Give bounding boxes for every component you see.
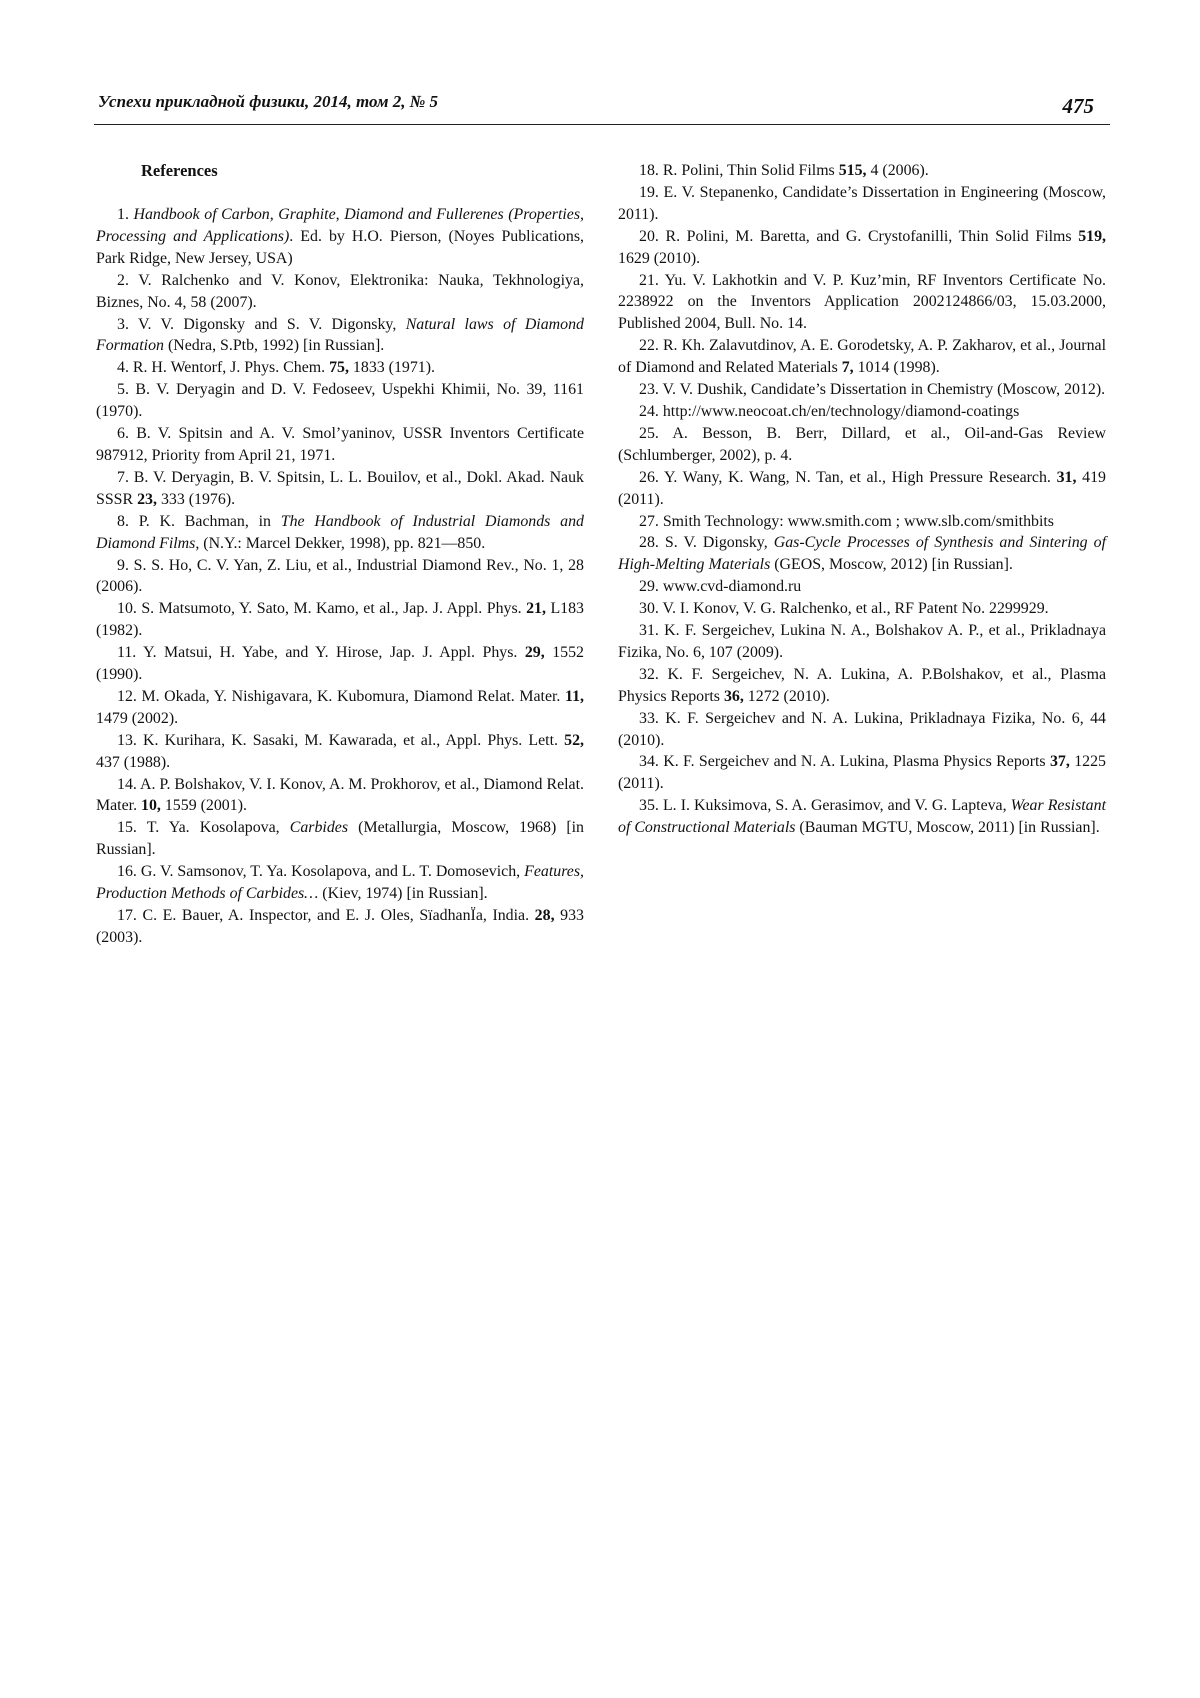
reference-text: Wear Resistant of Constructional Materials: [618, 797, 1106, 837]
reference-text: 27. Smith Technology: www.smith.com ; www.slb.com/smithbits: [639, 512, 1054, 530]
reference-text: 933 (2003).: [96, 907, 584, 946]
reference-text: 22. R. Kh. Zalavutdinov, A. E. Gorodetsky, A. P. Zakharov, et al., Journal of Diamond and Related Materials: [618, 337, 1106, 377]
reference-text: 333 (1976).: [156, 490, 236, 508]
reference-text: 1552 (1990).: [96, 644, 584, 684]
reference-text: 8. P. K. Bachman, in: [117, 512, 281, 530]
reference-text: (GEOS, Moscow, 2012) [in Russian].: [770, 556, 1013, 574]
page-number: 475: [1062, 94, 1094, 118]
reference-text: (Metallurgia, Moscow, 1968) [in Russian].: [96, 819, 584, 859]
reference-text: Gas-Cycle Processes of Synthesis and Sintering of High-Melting Materials: [618, 534, 1106, 574]
left-column: [96, 160, 584, 949]
reference-text: 21. Yu. V. Lakhotkin and V. P. Kuz’min, RF Inventors Certificate No. 2238922 on the Inventors Application 2002124866/03, 15.03.2000, Published 2004, Bull. No. 14.: [618, 271, 1106, 333]
reference-item: [618, 270, 1106, 336]
reference-text: 419 (2011).: [618, 468, 1107, 508]
reference-item: [96, 511, 584, 555]
reference-item: [618, 511, 1106, 533]
reference-text: Features, Production Methods of Carbides…: [96, 863, 584, 903]
reference-text: 18. R. Polini, Thin Solid Films: [639, 162, 839, 179]
reference-item: [618, 226, 1106, 270]
reference-text: 1225 (2011).: [618, 753, 1106, 793]
reference-item: [96, 357, 584, 379]
reference-text: 23,: [137, 490, 157, 508]
reference-item: [96, 204, 584, 270]
reference-text: 9. S. S. Ho, C. V. Yan, Z. Liu, et al., Industrial Diamond Rev., No. 1, 28 (2006).: [96, 556, 584, 596]
reference-text: 25. A. Besson, B. Berr, Dillard, et al., Oil-and-Gas Review (Schlumberger, 2002), p. 4.: [618, 424, 1106, 464]
reference-text: 437 (1988).: [96, 753, 171, 771]
reference-text: 3. V. V. Digonsky and S. V. Digonsky,: [117, 315, 406, 333]
reference-text: 7. B. V. Deryagin, B. V. Spitsin, L. L. Bouilov, et al., Dokl. Akad. Nauk SSSR: [96, 468, 584, 508]
reference-text: 37,: [1049, 753, 1070, 771]
reference-text: 10,: [141, 797, 161, 815]
reference-item: [96, 423, 584, 467]
reference-item: [618, 620, 1106, 664]
reference-text: 6. B. V. Spitsin and A. V. Smol’yaninov, USSR Inventors Certificate 987912, Priority from April 21, 1971.: [96, 425, 584, 464]
reference-item: [618, 401, 1106, 423]
reference-text: Handbook of Carbon, Graphite, Diamond and Fullerenes (Properties, Processing and Applications): [96, 206, 584, 245]
reference-item: [96, 467, 584, 511]
reference-text: 17. C. E. Bauer, A. Inspector, and E. J. Oles, SïadhanÏa, India.: [117, 907, 535, 924]
reference-text: 75,: [329, 359, 349, 377]
reference-text: (Bauman MGTU, Moscow, 2011) [in Russian].: [795, 819, 1100, 837]
reference-item: [96, 730, 584, 774]
reference-item: [96, 817, 584, 861]
reference-item: [96, 314, 584, 358]
reference-item: [96, 686, 584, 730]
reference-text: (Nedra, S.Ptb, 1992) [in Russian].: [163, 337, 385, 355]
reference-text: The Handbook of Industrial Diamonds and Diamond Films: [96, 512, 584, 552]
reference-item: [618, 751, 1106, 795]
reference-text: 21,: [526, 600, 546, 618]
reference-item: [618, 576, 1106, 598]
reference-item: [618, 379, 1106, 401]
reference-text: 28. S. V. Digonsky,: [639, 534, 774, 552]
reference-item: [618, 423, 1106, 467]
reference-text: 1.: [117, 206, 134, 223]
reference-item: [96, 555, 584, 599]
reference-text: Carbides: [289, 819, 349, 837]
reference-item: [618, 182, 1106, 226]
reference-item: [618, 532, 1106, 576]
reference-text: 11,: [565, 687, 584, 705]
reference-text: 2. V. Ralchenko and V. Konov, Elektronika: Nauka, Tekhnologiya, Biznes, No. 4, 58 (2007).: [96, 271, 584, 311]
reference-text: 10. S. Matsumoto, Y. Sato, M. Kamo, et al., Jap. J. Appl. Phys.: [117, 600, 527, 618]
reference-text: 35. L. I. Kuksimova, S. A. Gerasimov, and V. G. Lapteva,: [639, 797, 1011, 815]
journal-title: Успехи прикладной физики, 2014, том 2, № 5: [98, 92, 439, 111]
reference-text: 1559 (2001).: [160, 797, 247, 815]
reference-text: 24. http://www.neocoat.ch/en/technology/diamond-coatings: [639, 402, 1020, 420]
reference-text: 29. www.cvd-diamond.ru: [639, 578, 802, 596]
reference-item: [618, 467, 1106, 511]
reference-text: 33. K. F. Sergeichev and N. A. Lukina, Prikladnaya Fizika, No. 6, 44 (2010).: [618, 709, 1106, 749]
reference-text: 1272 (2010).: [743, 687, 830, 705]
reference-text: 34. K. F. Sergeichev and N. A. Lukina, Plasma Physics Reports: [639, 753, 1050, 771]
reference-text: 13. K. Kurihara, K. Sasaki, M. Kawarada, et al., Appl. Phys. Lett.: [117, 731, 565, 749]
reference-text: 4. R. H. Wentorf, J. Phys. Chem.: [117, 359, 330, 377]
reference-item: [96, 774, 584, 818]
right-column: [618, 160, 1106, 839]
reference-text: 28,: [534, 907, 555, 924]
reference-text: 1014 (1998).: [853, 359, 940, 377]
running-header: [94, 90, 1110, 125]
reference-item: [96, 642, 584, 686]
reference-text: 52,: [564, 731, 584, 749]
reference-text: 16. G. V. Samsonov, T. Ya. Kosolapova, and L. T. Domosevich,: [117, 863, 525, 881]
reference-item: [96, 905, 584, 949]
reference-text: 15. T. Ya. Kosolapova,: [117, 819, 290, 837]
reference-item: [618, 160, 1106, 182]
reference-text: Natural laws of Diamond Formation: [96, 315, 584, 355]
reference-list-right: [618, 160, 1106, 839]
reference-item: [618, 795, 1106, 839]
references-heading: References: [141, 161, 218, 180]
reference-text: 23. V. V. Dushik, Candidate’s Dissertation in Chemistry (Moscow, 2012).: [639, 381, 1106, 399]
reference-text: 12. M. Okada, Y. Nishigavara, K. Kubomura, Diamond Relat. Mater.: [117, 687, 565, 705]
reference-item: [96, 379, 584, 423]
reference-text: 36,: [723, 687, 744, 705]
reference-item: [96, 861, 584, 905]
reference-text: 1629 (2010).: [618, 249, 701, 267]
reference-text: 26. Y. Wany, K. Wang, N. Tan, et al., High Pressure Research.: [639, 468, 1057, 486]
reference-text: 5. B. V. Deryagin and D. V. Fedoseev, Uspekhi Khimii, No. 39, 1161 (1970).: [96, 381, 584, 421]
reference-list-left: [96, 204, 584, 949]
reference-text: 7,: [841, 359, 854, 377]
reference-item: [96, 598, 584, 642]
reference-text: 519,: [1078, 227, 1106, 245]
reference-text: L183 (1982).: [96, 600, 584, 640]
reference-text: 515,: [838, 162, 867, 179]
reference-item: [618, 335, 1106, 379]
reference-item: [96, 270, 584, 314]
reference-text: 1479 (2002).: [96, 709, 179, 727]
reference-text: 29,: [524, 644, 545, 662]
reference-text: 20. R. Polini, M. Baretta, and G. Crystofanilli, Thin Solid Films: [639, 227, 1079, 245]
reference-text: 32. K. F. Sergeichev, N. A. Lukina, A. P.Bolshakov, et al., Plasma Physics Reports: [618, 665, 1106, 705]
reference-text: 31,: [1056, 468, 1077, 486]
reference-text: 19. E. V. Stepanenko, Candidate’s Dissertation in Engineering (Moscow, 2011).: [618, 183, 1106, 223]
reference-text: (Kiev, 1974) [in Russian].: [318, 885, 488, 903]
reference-text: 14. A. P. Bolshakov, V. I. Konov, A. M. Prokhorov, et al., Diamond Relat. Mater.: [96, 775, 584, 815]
reference-text: . Ed. by H.O. Pierson, (Noyes Publications, Park Ridge, New Jersey, USA): [96, 227, 584, 267]
reference-text: 4 (2006).: [866, 162, 929, 179]
reference-item: [618, 664, 1106, 708]
reference-item: [618, 708, 1106, 752]
reference-item: [618, 598, 1106, 620]
reference-text: 31. K. F. Sergeichev, Lukina N. A., Bolshakov A. P., et al., Prikladnaya Fizika, No. 6, 107 (2009).: [618, 622, 1106, 661]
reference-text: , (N.Y.: Marcel Dekker, 1998), pp. 821—850.: [195, 534, 486, 552]
reference-text: 11. Y. Matsui, H. Yabe, and Y. Hirose, Jap. J. Appl. Phys.: [117, 644, 525, 662]
reference-text: 30. V. I. Konov, V. G. Ralchenko, et al., RF Patent No. 2299929.: [639, 600, 1049, 618]
reference-text: 1833 (1971).: [348, 359, 436, 377]
